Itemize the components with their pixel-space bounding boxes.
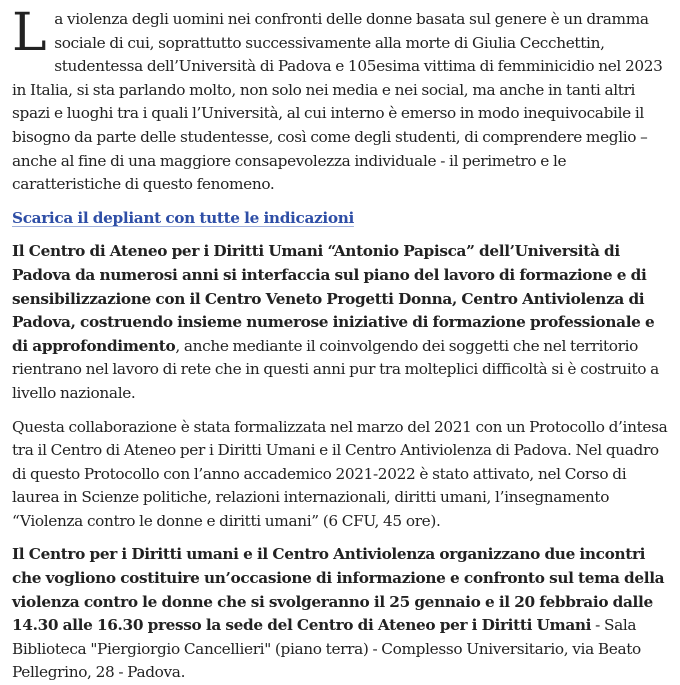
centro-paragraph xyxy=(12,240,668,405)
download-depliant-link[interactable]: Scarica il depliant con tutte le indicazioni xyxy=(12,208,354,227)
intro-text: a violenza degli uomini nei confronti delle donne basata sul genere è un dramma sociale di cui, soprattutto successivamente alla morte di Giulia Cecchettin, studentessa dell’Università di Padova e 105esima vittima di femminicidio nel 2023 in Italia, si sta parlando molto, non solo nei media e nei social, ma anche in tanti altri spazi e luoghi tra i quali l’Università, al cui interno è emerso in modo inequivocabile il bisogno da parte delle studentesse, così come degli studenti, di comprendere meglio – anche al fine di una maggiore consapevolezza individuale - il perimetro e le caratteristiche di questo fenomeno. xyxy=(12,10,663,194)
protocollo-paragraph: Questa collaborazione è stata formalizzata nel marzo del 2021 con un Protocollo d’intesa tra il Centro di Ateneo per i Diritti Umani e il Centro Antiviolenza di Padova. Nel quadro di questo Protocollo con l’anno accademico 2021-2022 è stato attivato, nel Corso di laurea in Scienze politiche, relazioni internazionali, diritti umani, l’insegnamento “Violenza contro le donne e diritti umani” (6 CFU, 45 ore). xyxy=(12,417,668,530)
centro-paragraph-bold: Il Centro di Ateneo per i Diritti Umani “Antonio Papisca” dell’Università di Padova da numerosi anni si interfaccia sul piano del lavoro di formazione e di sensibilizzazione con il Centro Veneto Progetti Donna, Centro Antiviolenza di Padova, costruendo insieme numerose iniziative di formazione professionale e di approfondimento xyxy=(12,242,655,355)
centro-paragraph-rest: , anche mediante il coinvolgendo dei soggetti che nel territorio rientrano nel lavoro di rete che in questi anni pur tra molteplici difficoltà si è costruito a livello nazionale. xyxy=(12,336,659,402)
drop-cap: L xyxy=(12,3,47,63)
incontri-paragraph xyxy=(12,543,668,685)
incontri-paragraph-rest: - Sala Biblioteca "Piergiorgio Cancellieri" (piano terra) - Complesso Universitario, via Beato Pellegrino, 28 - Padova. xyxy=(12,616,641,682)
intro-paragraph xyxy=(12,3,668,197)
download-paragraph xyxy=(12,207,668,231)
incontri-paragraph-bold: Il Centro per i Diritti umani e il Centro Antiviolenza organizzano due incontri che vogliono costituire un’occasione di informazione e confronto sul tema della violenza contro le donne che si svolgeranno il 25 gennaio e il 20 febbraio dalle 14.30 alle 16.30 presso la sede del Centro di Ateneo per i Diritti Umani xyxy=(12,545,665,635)
